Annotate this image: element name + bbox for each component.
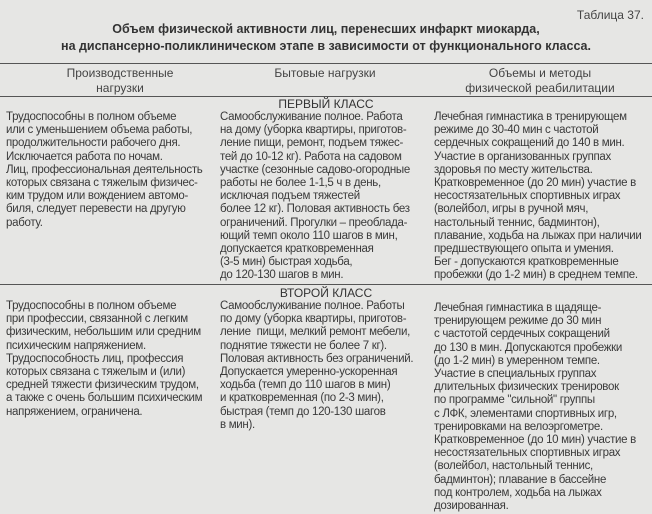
work-cell: Трудоспособны в полном объеме или с уменьшением объема работы, продолжительности рабочего дня. Исключается работа по ночам. Лиц, профессиональная деятельность которых связана с тяжелым физичес- ким трудом или вождением автомо- биля, следует перевести на другую работу. [6,111,203,229]
class-label: ВТОРОЙ КЛАСС [279,286,373,300]
table-title: Объем физической активности лиц, перенесших инфаркт миокарда, на диспансерно-поликлиническом этапе в зависимости от функционального класса. [61,22,591,53]
table-number: Таблица 37. [576,8,644,22]
section-rule [0,284,652,285]
work-cell: Трудоспособны в полном объеме при профессии, связанной с легким физическим, небольшим или средним психическим напряжением. Трудоспособность лиц, профессия которых связана с тяжелым и (или) средней тяжести физическим трудом, а также с очень большим психическим напряжением, ограничена. [6,300,203,418]
header-work: Производственные нагрузки [66,66,174,95]
rehab-cell: Лечебная гимнастика в щадяще- тренирующем режиме до 30 мин с частотой сердечных сокращений до 130 в мин. Допускаются пробежки (до 1-2 мин) в умеренном темпе. Участие в специальных группах длительных физических тренировок по программе "сильной" группы с ЛФК, элементами спортивных игр, тренировками на велоэргометре. Кратковременное (до 10 мин) участие в несостязательных спортивных играх (волейбол, настольный теннис, бадминтон); плавание в бассейне под контролем, ходьба на лыжах дозированная. [434,302,636,513]
household-cell: Самообслуживание полное. Работы по дому (уборка квартиры, приготов- ление пищи, мелкий ремонт мебели, поднятие тяжести не более 7 кг). Половая активность без ограничений. Допускается умеренно-ускоренная ходьба (темп до 110 шагов в мин) и кратковременная (по 2-3 мин), быстрая (темп до 120-130 шагов в мин). [220,300,414,431]
header-household: Бытовые нагрузки [274,66,376,80]
header-top-rule [0,63,652,64]
rehab-cell: Лечебная гимнастика в тренирующем режиме до 30-40 мин с частотой сердечных сокращений до 140 в мин. Участие в организованных группах здоровья по месту жительства. Кратковременное (до 20 мин) участие в несостязательных спортивных играх (волейбол, игры в ручной мяч, настольный теннис, бадминтон), плавание, ходьба на лыжах при наличии предшествующего опыта и умения. Бег - допускаются кратковременные пробежки (до 1-2 мин) в среднем темпе. [434,111,642,282]
header-rehab: Объемы и методы физической реабилитации [465,66,615,95]
household-cell: Самообслуживание полное. Работа на дому (уборка квартиры, приготов- ление пищи, ремонт, подъем тяжес- тей до 10-12 кг). Работа на садовом участке (сезонные садово-огородные работы не более 1-1,5 ч в день, исключая подъем тяжестей более 12 кг). Половая активность без ограничений. Прогулки – преоблада- ющий темп около 110 шагов в мин, допускается кратковременная (3-5 мин) быстрая ходьба, до 120-130 шагов в мин. [220,111,410,282]
class-label: ПЕРВЫЙ КЛАСС [278,97,374,111]
